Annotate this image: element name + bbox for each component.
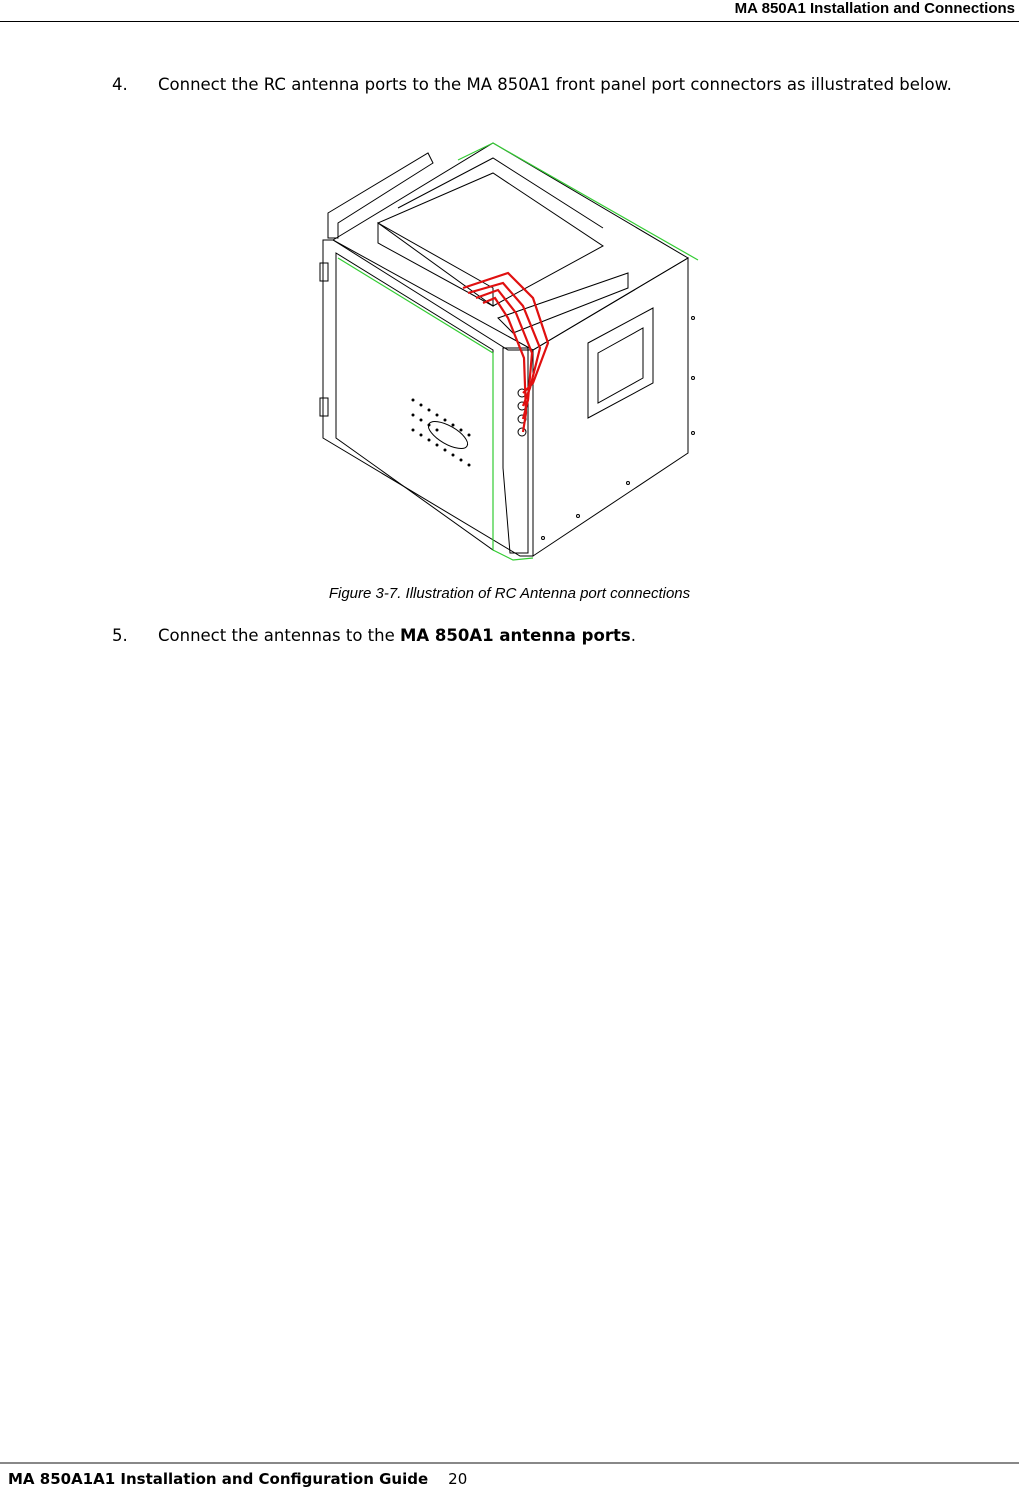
latch-top: [320, 263, 328, 281]
step-4-number: 4.: [112, 75, 128, 94]
step-4-text: Connect the RC antenna ports to the MA 850A1 front panel port connectors as illustrated below.: [158, 75, 952, 94]
step-5-text-after: .: [630, 626, 636, 645]
cabinet-front-panel: [336, 253, 493, 550]
front-panel-vents: [412, 399, 471, 467]
header-divider: [0, 21, 1019, 22]
cabinet-front-face: [323, 240, 533, 556]
step-5-text-before: Connect the antennas to the: [158, 626, 400, 645]
front-panel-oval: [424, 416, 471, 454]
step-5-bold-term: MA 850A1 antenna ports: [399, 626, 631, 645]
step-5: [112, 623, 992, 649]
footer: [8, 1470, 467, 1488]
highlight-outline: [338, 143, 698, 560]
rc-antenna-connection-illustration: [298, 138, 718, 563]
step-5-number: 5.: [112, 626, 128, 645]
cabinet-side-face: [533, 258, 688, 556]
footer-guide-title: MA 850A1A1 Installation and Configuration Guide: [8, 1470, 429, 1488]
footer-divider: [0, 1462, 1019, 1464]
footer-page-number: 20: [448, 1470, 468, 1488]
highlight-front-edge: [338, 258, 533, 560]
figure-caption: Figure 3-7. Illustration of RC Antenna port connections: [328, 585, 691, 602]
cabinet-top-face: [333, 143, 688, 350]
cable-4: [483, 298, 526, 432]
latch-bottom: [320, 398, 328, 416]
port-connector: [518, 428, 526, 436]
running-header: MA 850A1 Installation and Connections: [734, 0, 1015, 17]
step-4: [112, 72, 992, 98]
step-5-text: [158, 623, 992, 649]
